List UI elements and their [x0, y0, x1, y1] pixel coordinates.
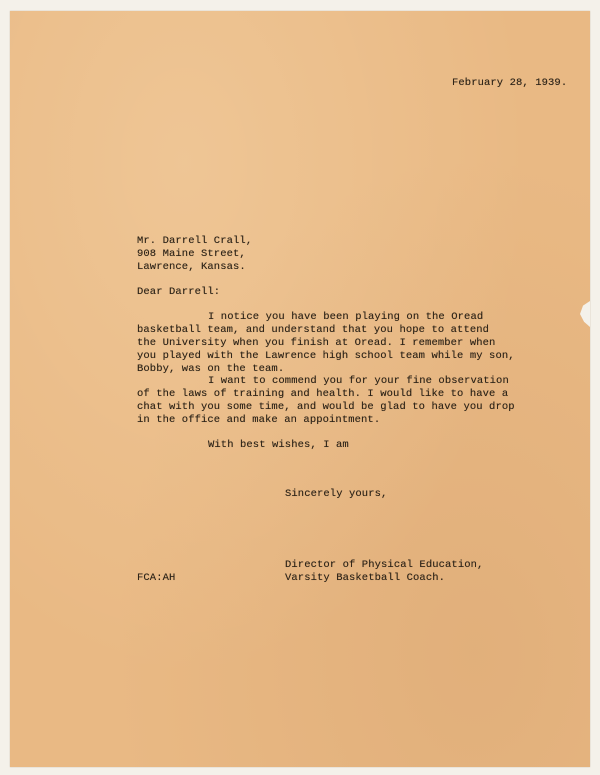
typist-initials: FCA:AH: [137, 572, 176, 584]
paragraph2-line: I want to commend you for your fine observation: [208, 375, 509, 387]
paragraph1-line: the University when you finish at Oread. I remember when: [137, 337, 496, 349]
signature-title: Varsity Basketball Coach.: [285, 572, 446, 584]
salutation: Dear Darrell:: [137, 286, 221, 298]
letter-date: February 28, 1939.: [452, 77, 568, 89]
paragraph1-line: Bobby, was on the team.: [137, 363, 285, 375]
paragraph1-line: you played with the Lawrence high school team while my son,: [137, 350, 515, 362]
best-wishes: With best wishes, I am: [208, 439, 349, 451]
paragraph2-line: in the office and make an appointment.: [137, 414, 381, 426]
recipient-name: Mr. Darrell Crall,: [137, 235, 253, 247]
signature-title: Director of Physical Education,: [285, 559, 484, 571]
paragraph1-line: basketball team, and understand that you hope to attend: [137, 324, 490, 336]
recipient-city: Lawrence, Kansas.: [137, 261, 246, 273]
paragraph2-line: chat with you some time, and would be glad to have you drop: [137, 401, 515, 413]
recipient-street: 908 Maine Street,: [137, 248, 246, 260]
paragraph1-line: I notice you have been playing on the Oread: [208, 311, 484, 323]
closing: Sincerely yours,: [285, 488, 388, 500]
paper-tear: [580, 301, 590, 327]
paragraph2-line: of the laws of training and health. I would like to have a: [137, 388, 509, 400]
